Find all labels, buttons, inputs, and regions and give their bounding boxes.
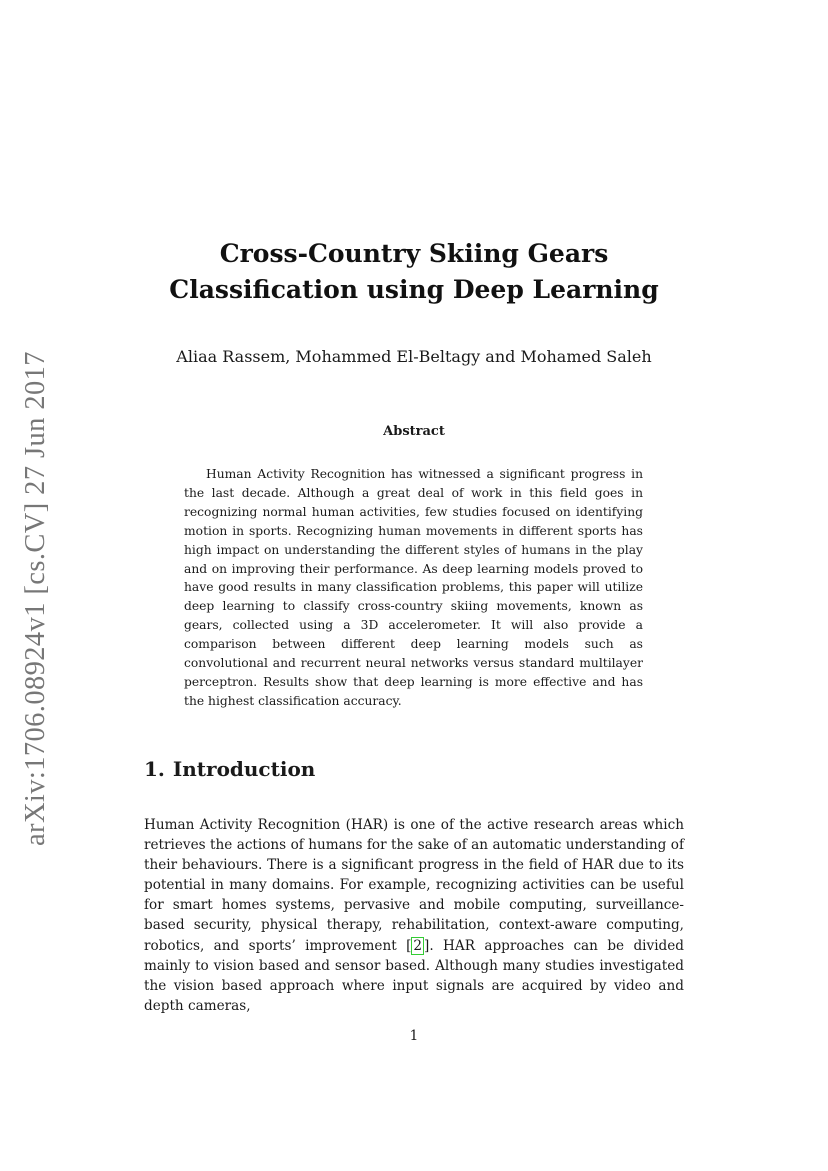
section-title: Introduction: [172, 757, 316, 781]
page-number: 1: [409, 1028, 419, 1044]
section-number: 1.: [144, 757, 165, 781]
citation-number[interactable]: 2: [413, 937, 423, 954]
intro-text-part-2: . HAR approaches can be divided mainly to vision based and sensor based. Although many studies investigated the vision based approach where input signals are acquired by video and depth cameras,: [144, 937, 684, 1014]
introduction-paragraph: [144, 815, 684, 1016]
paper-title-line-1: Cross-Country Skiing Gears: [219, 239, 609, 268]
citation-link[interactable]: [ 2 ]: [406, 937, 430, 954]
paper-title: [0, 236, 828, 308]
abstract-heading: Abstract: [383, 424, 445, 439]
intro-text-part-1: Human Activity Recognition (HAR) is one of the active research areas which retrieves the actions of humans for the sake of an automatic understanding of their behaviours. There is a significant progress in the field of HAR due to its potential in many domains. For example, recognizing activities can be useful for smart homes systems, pervasive and mobile computing, surveillance-based security, physical therapy, rehabilitation, context-aware computing, robotics, and sports’ improvement: [144, 817, 684, 954]
abstract-text: Human Activity Recognition has witnessed a significant progress in the last decade. Although a great deal of work in this field goes in recognizing normal human activities, few studies focused on identifying motion in sports. Recognizing human movements in different sports has high impact on understanding the different styles of humans in the play and on improving their performance. As deep learning models proved to have good results in many classification problems, this paper will utilize deep learning to classify cross-country skiing movements, known as gears, collected using a 3D accelerometer. It will also provide a comparison between different deep learning models such as convolutional and recurrent neural networks versus standard multilayer perceptron. Results show that deep learning is more effective and has the highest classification accuracy.: [184, 467, 643, 708]
section-heading-introduction: [144, 754, 315, 784]
author-list: Aliaa Rassem, Mohammed El-Beltagy and Mohamed Saleh: [176, 347, 652, 366]
paper-title-line-2: Classification using Deep Learning: [169, 275, 659, 304]
arxiv-identifier-stamp: arXiv:1706.08924v1 [cs.CV] 27 Jun 2017: [20, 351, 51, 846]
